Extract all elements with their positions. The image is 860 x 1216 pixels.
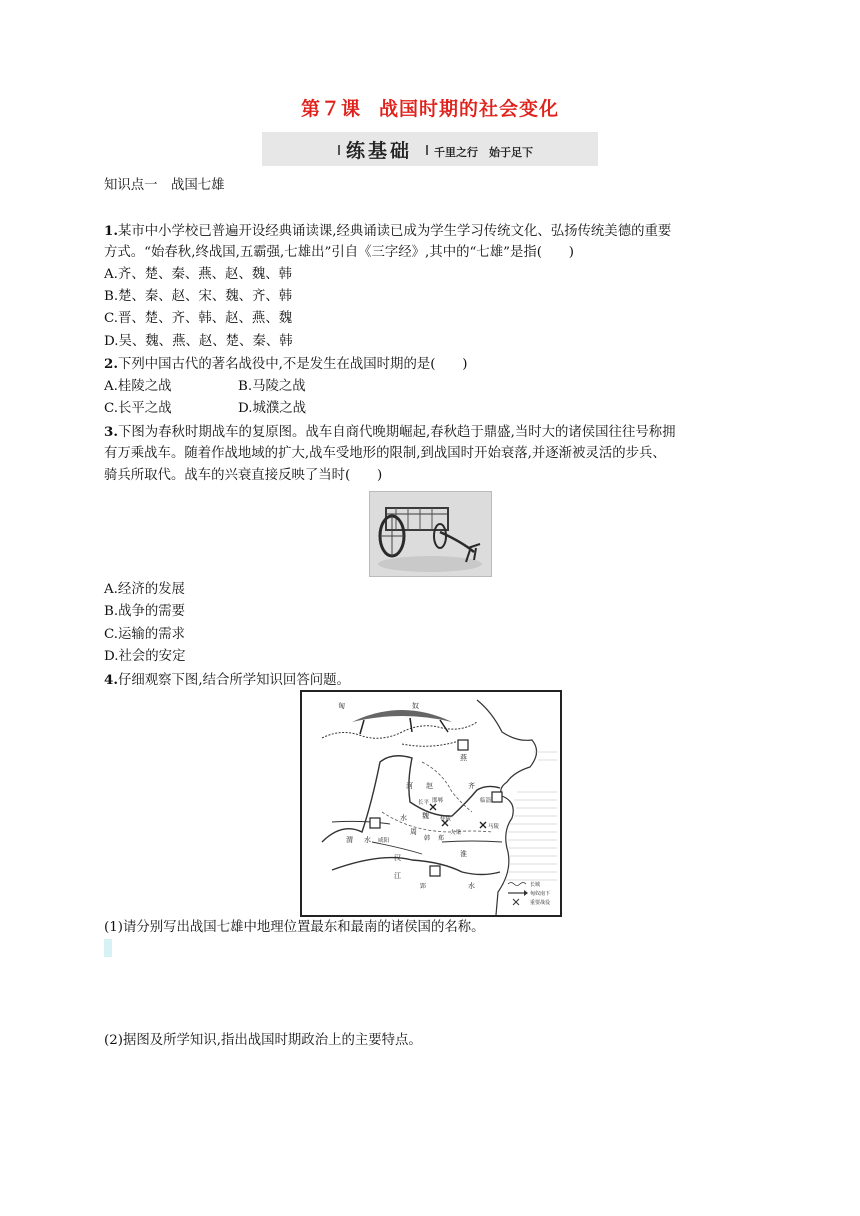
banner-title: 练基础 xyxy=(346,140,413,162)
q4-text: 仔细观察下图,结合所学知识回答问题。 xyxy=(117,673,350,688)
q2-option-c: C.长平之战 xyxy=(104,401,172,416)
q2-stem xyxy=(104,354,467,375)
map-label-wei-river: 渭 xyxy=(346,836,353,844)
q1-option-a: A.齐、楚、秦、燕、赵、魏、韩 xyxy=(104,267,293,282)
q1-text: 某市中小学校已普遍开设经典诵读课,经典诵读已成为学生学习传统文化、弘扬传统美德的重要 xyxy=(117,224,672,239)
map-label-han: 韩 xyxy=(424,835,431,842)
map-label-zhou: 周 xyxy=(410,828,417,836)
map-label-jiang: 江 xyxy=(394,872,401,880)
lesson-name: 战国时期的社会变化 xyxy=(379,98,560,120)
map-label-huai: 淮 xyxy=(460,850,467,858)
map-label-han-river: 汉 xyxy=(394,854,401,862)
q1-option-b: B.楚、秦、赵、宋、魏、齐、韩 xyxy=(104,289,293,304)
map-label-xianyang: 咸阳 xyxy=(378,838,390,844)
q4-sub1: (1)请分别写出战国七雄中地理位置最东和最南的诸侯国的名称。 xyxy=(104,920,485,935)
map-label-shui: 水 xyxy=(468,882,475,890)
map-label-linzi: 临淄 xyxy=(480,798,492,804)
q2-number: 2. xyxy=(104,356,118,372)
banner-divider xyxy=(426,145,428,155)
legend-great-wall: 长城 xyxy=(530,882,541,888)
legend-xiongnu-south: 匈奴南下 xyxy=(530,891,551,897)
map-label-shui: 水 xyxy=(364,836,371,844)
q4-sub2: (2)据图及所学知识,指出战国时期政治上的主要特点。 xyxy=(104,1033,422,1048)
q3-line3: 骑兵所取代。战车的兴衰直接反映了当时( ) xyxy=(104,468,383,483)
map-label-zheng: 郑 xyxy=(438,835,445,842)
q3-option-d: D.社会的安定 xyxy=(104,649,186,664)
q3-option-c: C.运输的需求 xyxy=(104,627,185,642)
chariot-icon xyxy=(370,492,491,576)
map-label-xiongnu: 奴 xyxy=(412,702,419,710)
map-label-handan: 邯郸 xyxy=(432,798,444,804)
q1-option-d: D.吴、魏、燕、赵、楚、秦、韩 xyxy=(104,334,293,349)
q1-option-c: C.晋、楚、齐、韩、赵、燕、魏 xyxy=(104,311,293,326)
map-legend xyxy=(508,881,550,906)
map-drawing xyxy=(302,692,560,915)
q3-line1 xyxy=(104,422,676,443)
warring-states-map xyxy=(300,690,562,917)
q4-stem xyxy=(104,670,350,691)
banner-divider xyxy=(338,145,340,155)
banner-subtitle: 千里之行 始于足下 xyxy=(434,146,533,159)
q3-line2: 有万乘战车。随着作战地域的扩大,战车受地形的限制,到战国时开始衰落,并逐渐被灵活的步兵、 xyxy=(104,446,666,461)
q2-option-a: A.桂陵之战 xyxy=(104,379,172,394)
map-label-maling: 马陵 xyxy=(488,824,500,830)
q1-number: 1. xyxy=(104,223,118,239)
map-label-ying: 郢 xyxy=(420,883,427,890)
lesson-number: 第７课 xyxy=(300,98,361,120)
q2-options-row1 xyxy=(104,377,306,397)
q2-option-b: B.马陵之战 xyxy=(238,379,306,394)
q3-number: 3. xyxy=(104,424,118,440)
practice-banner xyxy=(262,132,598,166)
q4-number: 4. xyxy=(104,672,118,688)
q2-text: 下列中国古代的著名战役中,不是发生在战国时期的是( ) xyxy=(117,357,468,372)
map-label-he: 河 xyxy=(406,782,413,790)
chariot-photo xyxy=(369,491,492,577)
answer-cursor[interactable] xyxy=(104,939,112,957)
lesson-title xyxy=(0,94,860,121)
map-label-xiongnu: 匈 xyxy=(338,702,345,710)
map-label-qi: 齐 xyxy=(468,782,475,790)
legend-battle: 重要战役 xyxy=(530,900,551,906)
map-label-yan: 燕 xyxy=(460,754,467,762)
q3-text: 下图为春秋时期战车的复原图。战车自商代晚期崛起,春秋趋于鼎盛,当时大的诸侯国往往号称拥 xyxy=(117,425,676,440)
map-label-guiling: 桂陵 xyxy=(440,816,452,822)
q2-option-d: D.城濮之战 xyxy=(238,401,307,416)
section-heading: 知识点一 战国七雄 xyxy=(104,178,225,193)
q3-option-b: B.战争的需要 xyxy=(104,604,186,619)
q1-line1 xyxy=(104,221,671,242)
map-label-wei-state: 魏 xyxy=(422,812,429,820)
map-label-shui: 水 xyxy=(400,814,407,822)
map-label-zhao: 赵 xyxy=(426,782,433,790)
q3-option-a: A.经济的发展 xyxy=(104,582,185,597)
q2-options-row2 xyxy=(104,399,306,419)
map-label-changping: 长平 xyxy=(418,800,430,806)
map-label-daliang: 大梁 xyxy=(450,830,462,836)
q1-line2: 方式。“始春秋,终战国,五霸强,七雄出”引自《三字经》,其中的“七雄”是指( ) xyxy=(104,245,574,260)
